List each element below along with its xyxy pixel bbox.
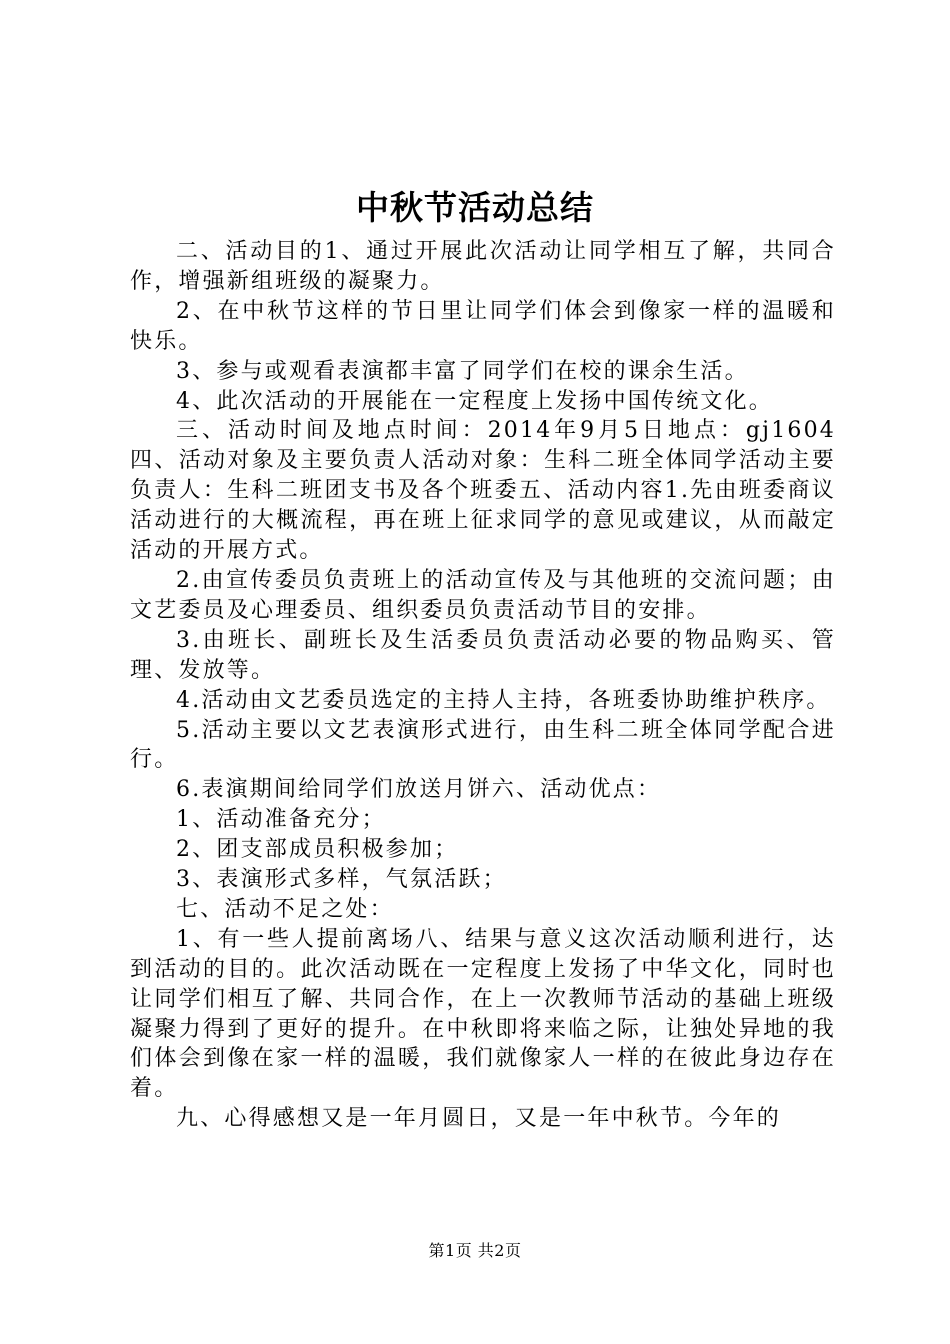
paragraph: 1、活动准备充分； [176, 807, 386, 833]
paragraph: 2.由宣传委员负责班上的活动宣传及与其他班的交流问题；由文艺委员及心理委员、组织委员负责活动节目的安排。 [130, 567, 836, 623]
paragraph: 3、参与或观看表演都丰富了同学们在校的课余生活。 [176, 358, 749, 384]
paragraph: 三、活动时间及地点时间：2014年9月5日地点：gj1604四、活动对象及主要负责人活动对象：生科二班全体同学活动主要负责人：生科二班团支书及各个班委五、活动内容1.先由班委商议活动进行的大概流程，再在班上征求同学的意见或建议，从而敲定活动的开展方式。 [130, 418, 836, 564]
paragraph: 4、此次活动的开展能在一定程度上发扬中国传统文化。 [176, 388, 773, 414]
paragraph: 3.由班长、副班长及生活委员负责活动必要的物品购买、管理、发放等。 [130, 627, 836, 683]
paragraph: 5.活动主要以文艺表演形式进行，由生科二班全体同学配合进行。 [130, 717, 836, 773]
paragraph: 1、有一些人提前离场八、结果与意义这次活动顺利进行，达到活动的目的。此次活动既在一定程度上发扬了中华文化，同时也让同学们相互了解、共同合作，在上一次教师节活动的基础上班级凝聚力得到了更好的提升。在中秋即将来临之际，让独处异地的我们体会到像在家一样的温暖，我们就像家人一样的在彼此身边存在着。 [130, 926, 836, 1102]
paragraph: 3、表演形式多样，气氛活跃； [176, 867, 507, 893]
paragraph: 九、心得感想又是一年月圆日，又是一年中秋节。今年的 [176, 1106, 782, 1132]
paragraph: 七、活动不足之处： [176, 896, 394, 922]
paragraph: 6.表演期间给同学们放送月饼六、活动优点： [176, 777, 662, 803]
document-body [130, 237, 836, 1134]
document-title: 中秋节活动总结 [356, 188, 594, 227]
paragraph: 二、活动目的1、通过开展此次活动让同学相互了解，共同合作，增强新组班级的凝聚力。 [130, 239, 836, 294]
page-footer: 第1页 共2页 [428, 1241, 522, 1260]
paragraph: 2、团支部成员积极参加； [176, 837, 459, 863]
paragraph: 4.活动由文艺委员选定的主持人主持，各班委协助维护秩序。 [176, 687, 831, 713]
paragraph: 2、在中秋节这样的节日里让同学们体会到像家一样的温暖和快乐。 [130, 298, 836, 354]
